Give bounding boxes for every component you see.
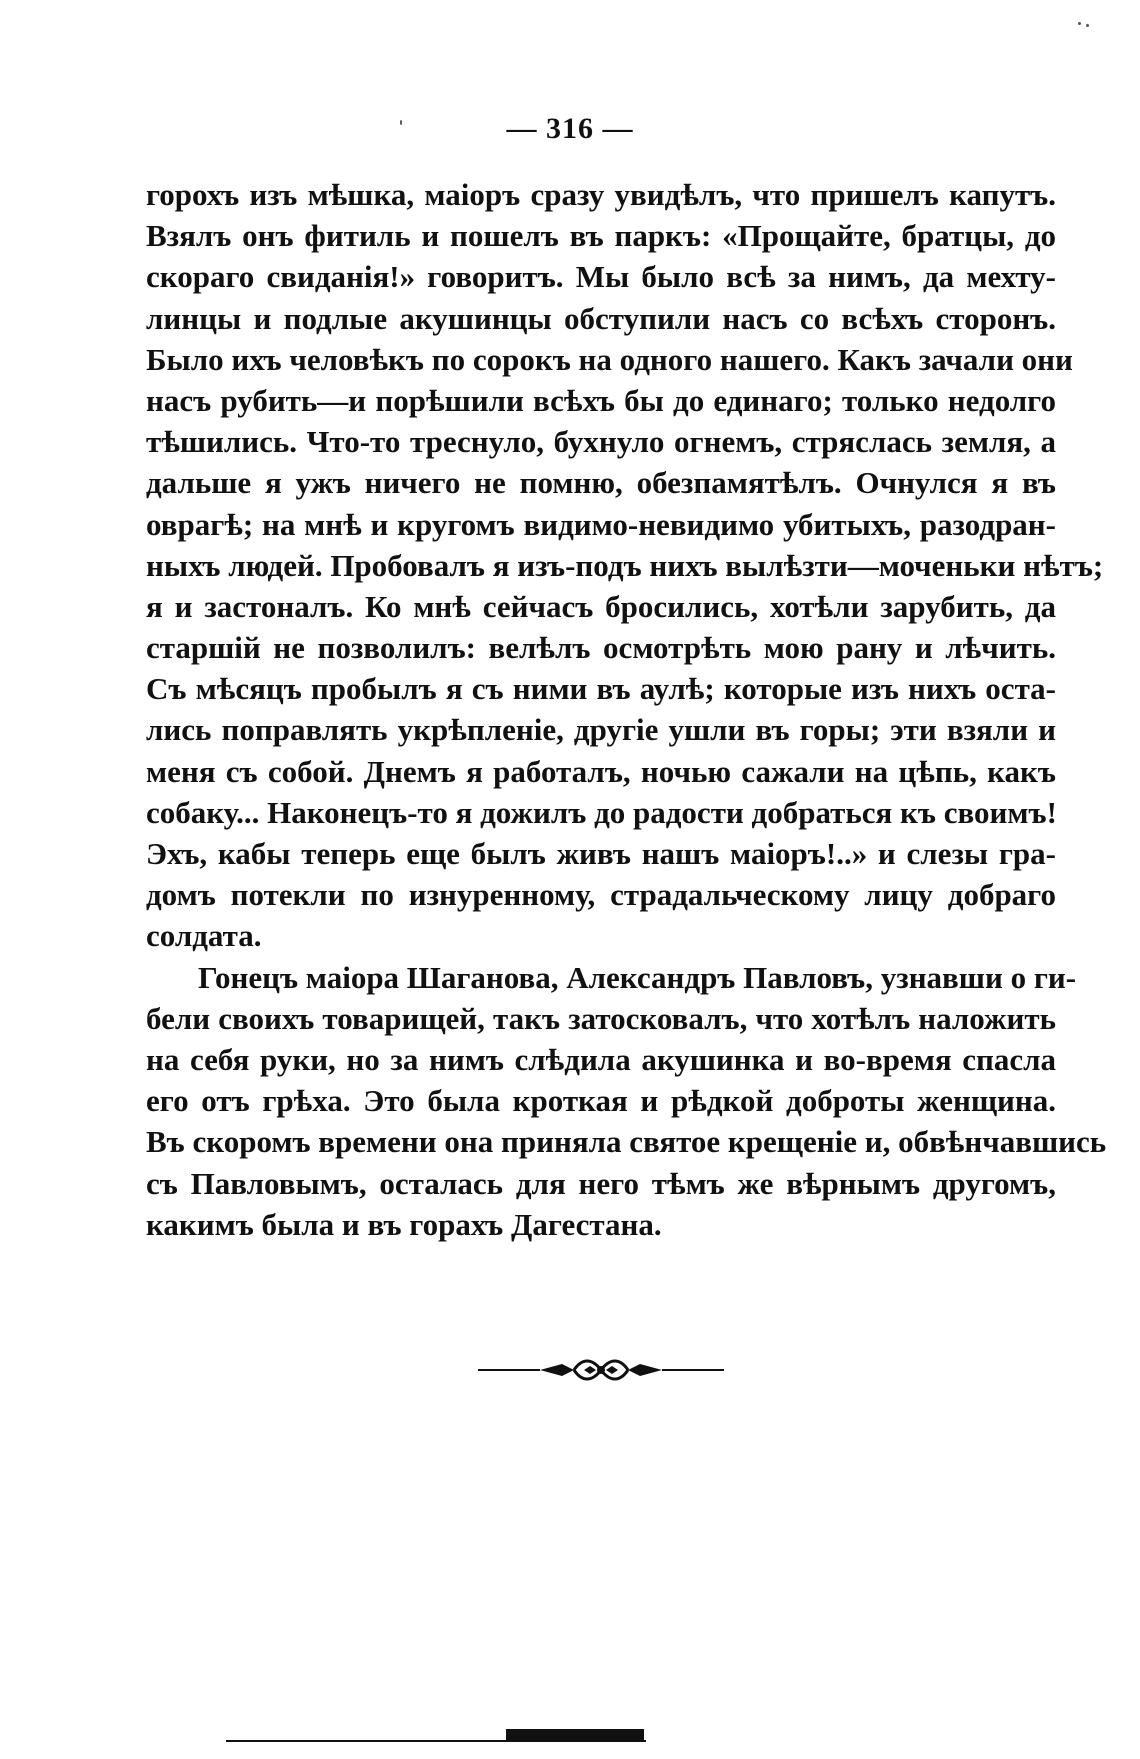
text-line: Въ скоромъ времени она приняла святое крещеніе и, обвѣнчавшись xyxy=(146,1124,1107,1160)
text-line: горохъ изъ мѣшка, маіоръ сразу увидѣлъ, что пришелъ капутъ. xyxy=(146,177,1056,212)
text-line: оврагѣ; на мнѣ и кругомъ видимо-невидимо убитыхъ, разодран- xyxy=(146,506,1056,542)
text-line: бели своихъ товарищей, такъ затосковалъ, что хотѣлъ наложить xyxy=(146,1000,1056,1036)
text-line: Эхъ, кабы теперь еще былъ живъ нашъ маіоръ!..» и слезы гра- xyxy=(146,836,1056,871)
text-line: меня съ собой. Днемъ я работалъ, ночью сажали на цѣпь, какъ xyxy=(146,753,1056,789)
body-text xyxy=(146,174,1107,1245)
text-line: собаку... Наконецъ-то я дожилъ до радости добраться къ своимъ! xyxy=(146,794,1057,830)
scan-speck xyxy=(1078,22,1081,25)
text-line: домъ потекли по изнуренному, страдальческому лицу добраго xyxy=(146,877,1056,913)
scan-speck xyxy=(400,120,402,125)
page-number: — 316 — xyxy=(506,112,634,145)
text-line: съ Павловымъ, осталась для него тѣмъ же вѣрнымъ другомъ, xyxy=(146,1165,1056,1201)
text-line: линцы и подлые акушинцы обступили насъ со всѣхъ сторонъ. xyxy=(146,300,1056,336)
text-line: скораго свиданія!» говоритъ. Мы было всѣ за нимъ, да мехту- xyxy=(146,259,1056,295)
text-line: я и застоналъ. Ко мнѣ сейчасъ бросились, хотѣли зарубить, да xyxy=(146,588,1056,624)
text-line: лись поправлять укрѣпленіе, другіе ушли въ горы; эти взяли и xyxy=(146,712,1056,748)
text-line: Было ихъ человѣкъ по сорокъ на одного нашего. Какъ зачали они xyxy=(146,341,1073,377)
text-line: Взялъ онъ фитиль и пошелъ въ паркъ: «Прощайте, братцы, до xyxy=(146,218,1056,254)
text-line: Съ мѣсяцъ пробылъ я съ ними въ аулѣ; которые изъ нихъ оста- xyxy=(146,671,1056,707)
text-line: его отъ грѣха. Это была кроткая и рѣдкой доброты женщина. xyxy=(146,1083,1056,1119)
text-line: дальше я ужъ ничего не помню, обезпамятѣлъ. Очнулся я въ xyxy=(146,465,1056,501)
text-line: какимъ была и въ горахъ Дагестана. xyxy=(146,1206,662,1242)
text-line: насъ рубить—и порѣшили всѣхъ бы до единаго; только недолго xyxy=(146,382,1056,418)
text-line: солдата. xyxy=(146,918,262,954)
scan-speck xyxy=(1086,24,1089,27)
text-line: Гонецъ маіора Шаганова, Александръ Павловъ, узнавши о ги- xyxy=(198,959,1077,995)
decorative-fleuron-icon xyxy=(478,1352,724,1388)
bottom-print-mark xyxy=(506,1729,644,1741)
text-line: старшій не позволилъ: велѣлъ осмотрѣть мою рану и лѣчить. xyxy=(146,630,1056,666)
text-line: на себя руки, но за нимъ слѣдила акушинка и во-время спасла xyxy=(146,1041,1056,1077)
text-line: тѣшились. Что-то треснуло, бухнуло огнемъ, стряслась земля, а xyxy=(146,424,1056,460)
text-line: ныхъ людей. Пробовалъ я изъ-подъ нихъ вылѣзти—моченьки нѣтъ; xyxy=(146,547,1104,583)
